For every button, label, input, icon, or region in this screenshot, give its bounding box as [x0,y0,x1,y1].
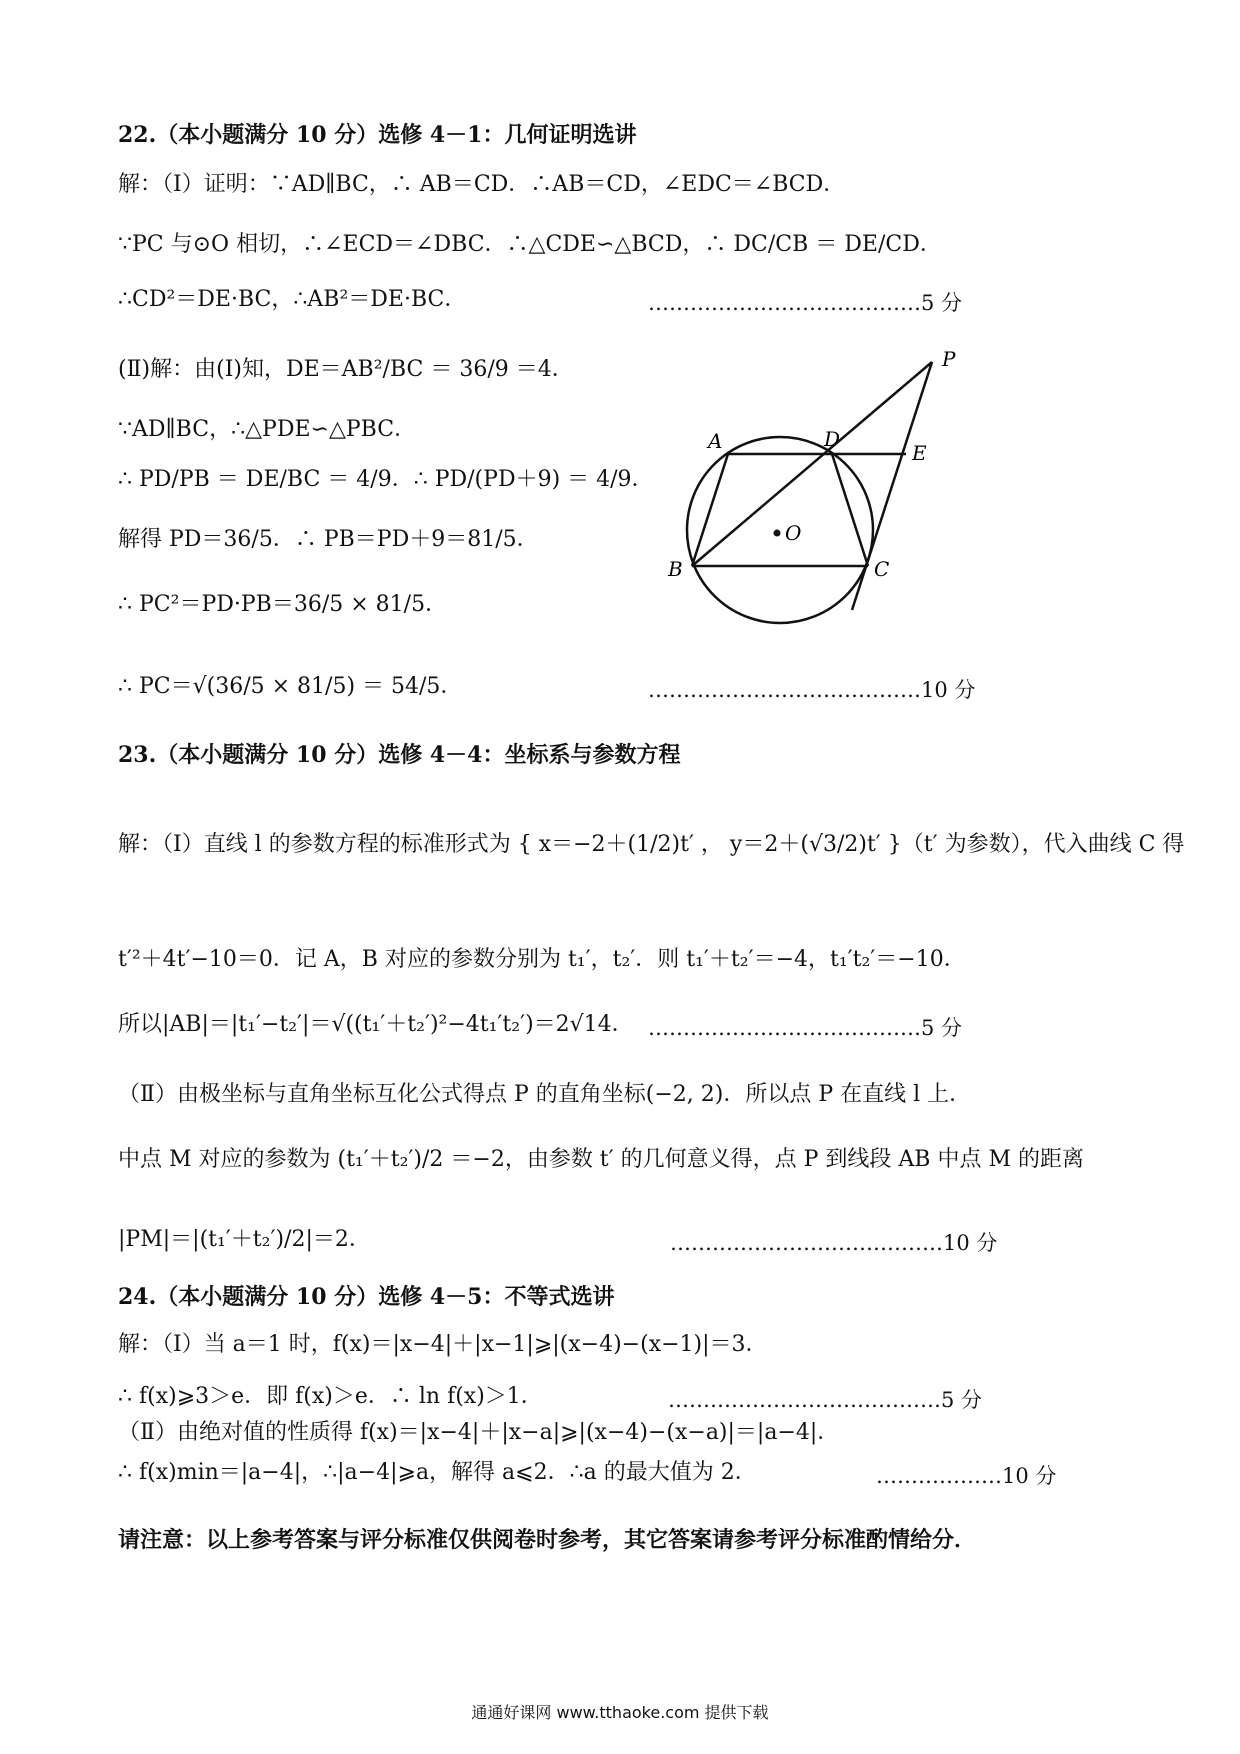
q24-score-10: ………………10 分 [876,1464,1057,1488]
q22-line-4: (Ⅱ)解：由(Ⅰ)知，DE＝AB²/BC ＝ 36/9 ＝4． [118,357,574,382]
q23-line-1: 解：（I）直线 l 的参数方程的标准形式为 { x＝−2＋(1/2)t′ ， y＝2＋(√3/2)t′ }（t′ 为参数），代入曲线 C 得 [118,832,1185,857]
q24-score-5: …………………………………5 分 [668,1388,983,1412]
q23-line-5: 中点 M 对应的参数为 (t₁′＋t₂′)/2 ＝−2，由参数 t′ 的几何意义得，点 P 到线段 AB 中点 M 的距离 [118,1147,1084,1172]
q23-line-4: （Ⅱ）由极坐标与直角坐标互化公式得点 P 的直角坐标(−2, 2)．所以点 P 在直线 l 上． [118,1082,972,1107]
q23-score-5: …………………………………5 分 [648,1016,963,1040]
q22-line-1: 解：（I）证明：∵AD∥BC，∴ AB＝CD．∴AB＝CD，∠EDC＝∠BCD． [118,172,846,197]
segment-bp [692,362,932,566]
label-e: E [912,441,927,465]
q22-title: 22.（本小题满分 10 分）选修 4－1：几何证明选讲 [118,122,637,148]
q24-title: 24.（本小题满分 10 分）选修 4－5：不等式选讲 [118,1284,615,1310]
q23-score-10: …………………………………10 分 [670,1231,998,1255]
label-c: C [874,557,890,581]
circle-o [687,437,873,623]
label-d: D [824,427,841,451]
label-a: A [708,429,723,453]
label-p: P [942,347,956,371]
segment-dc [832,454,868,566]
geometry-figure [640,340,980,640]
q22-line-7: 解得 PD＝36/5．∴ PB＝PD＋9＝81/5． [118,527,539,552]
q24-line-4: ∴ f(x)min＝|a−4|，∴|a−4|⩾a，解得 a⩽2．∴a 的最大值为 2． [118,1460,757,1485]
footer-text: 通通好课网 www.tthaoke.com 提供下载 [471,1703,769,1722]
label-b: B [668,557,683,581]
q22-line-8: ∴ PC²＝PD·PB＝36/5 × 81/5． [118,592,448,617]
q23-line-2: t′²＋4t′−10＝0．记 A，B 对应的参数分别为 t₁′，t₂′．则 t₁′＋t₂′＝−4，t₁′t₂′＝−10． [118,947,966,972]
q22-line-9: ∴ PC＝√(36/5 × 81/5) ＝ 54/5． [118,674,463,699]
center-o-dot [774,530,781,537]
q24-line-3: （Ⅱ）由绝对值的性质得 f(x)＝|x−4|＋|x−a|⩾|(x−4)−(x−a)|＝|a−4|． [118,1420,840,1445]
q22-line-2: ∵PC 与⊙O 相切，∴∠ECD＝∠DBC．∴△CDE∽△BCD，∴ DC/CB ＝ DE/CD． [118,232,942,257]
q24-line-1: 解：（I）当 a＝1 时，f(x)＝|x−4|＋|x−1|⩾|(x−4)−(x−1)|＝3． [118,1332,768,1357]
q23-line-3: 所以|AB|＝|t₁′−t₂′|＝√((t₁′＋t₂′)²−4t₁′t₂′)＝2√14． [118,1012,634,1037]
label-o: O [785,521,802,545]
q22-line-3: ∴CD²＝DE·BC，∴AB²＝DE·BC． [118,287,467,312]
q23-line-6: |PM|＝|(t₁′＋t₂′)/2|＝2． [118,1227,371,1252]
q22-line-6: ∴ PD/PB ＝ DE/BC ＝ 4/9．∴ PD/(PD＋9) ＝ 4/9． [118,467,654,492]
q23-title: 23.（本小题满分 10 分）选修 4－4：坐标系与参数方程 [118,742,681,768]
grading-note: 请注意：以上参考答案与评分标准仅供阅卷时参考，其它答案请参考评分标准酌情给分． [118,1527,977,1553]
q22-score-5: …………………………………5 分 [648,291,963,315]
q22-score-10: …………………………………10 分 [648,678,976,702]
q22-line-5: ∵AD∥BC，∴△PDE∽△PBC． [118,417,417,442]
q24-line-2: ∴ f(x)⩾3＞e．即 f(x)＞e．∴ ln f(x)＞1． [118,1384,543,1409]
tangent-pc [852,362,932,610]
